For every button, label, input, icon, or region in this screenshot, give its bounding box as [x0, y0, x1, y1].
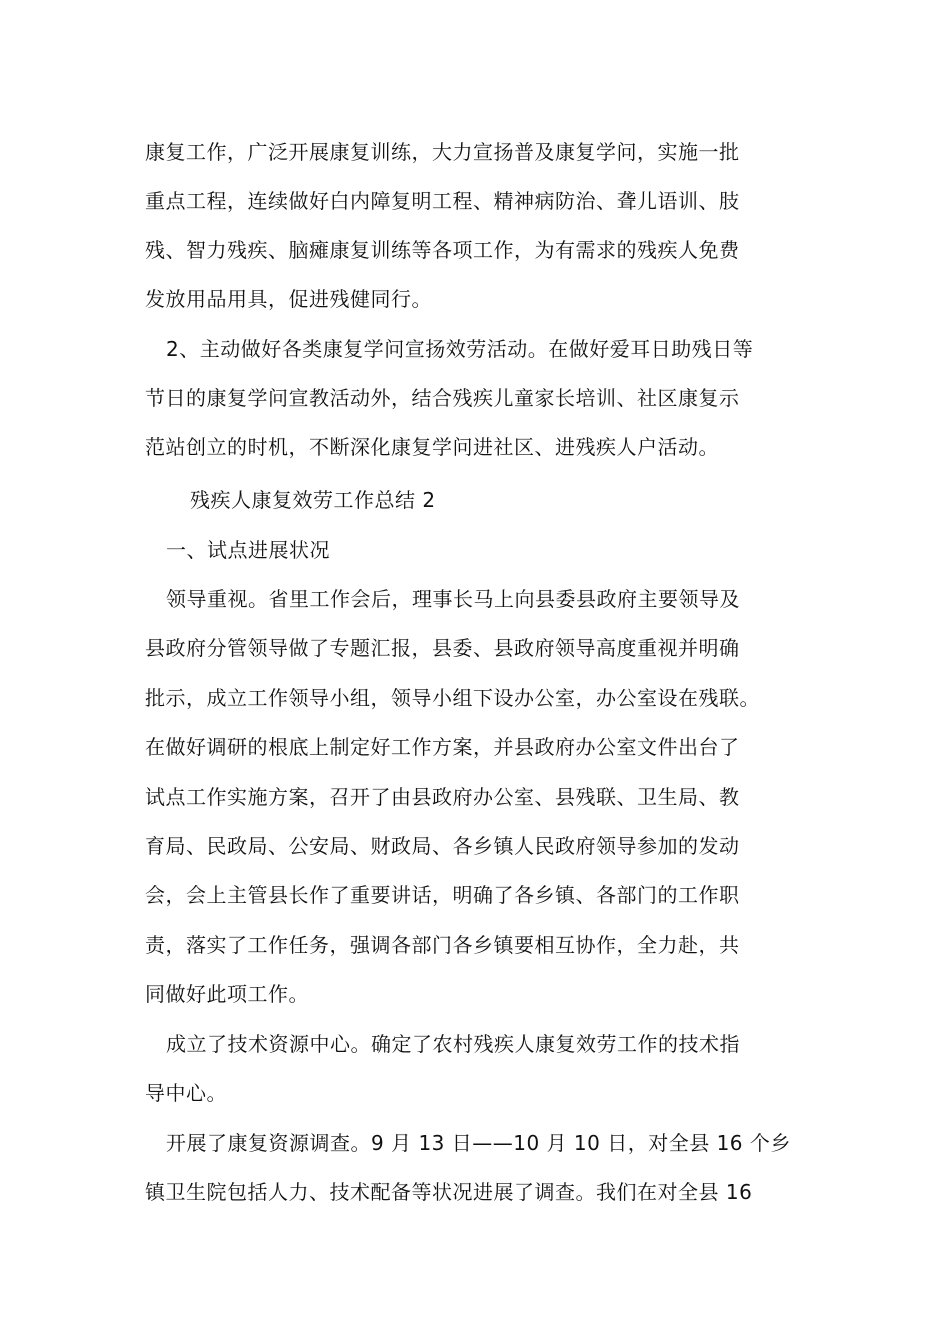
text-line: 同做好此项工作。 [145, 982, 309, 1006]
text-line: 县政府分管领导做了专题汇报，县委、县政府领导高度重视并明确 [145, 636, 740, 660]
text-line: 育局、民政局、公安局、财政局、各乡镇人民政府领导参加的发动 [145, 834, 740, 858]
section-heading: 一、试点进展状况 [166, 538, 330, 562]
text-line: 批示，成立工作领导小组，领导小组下设办公室，办公室设在残联。 [145, 686, 760, 710]
text-line: 成立了技术资源中心。确定了农村残疾人康复效劳工作的技术指 [166, 1032, 740, 1056]
text-line: 责，落实了工作任务，强调各部门各乡镇要相互协作，全力赴，共 [145, 933, 740, 957]
text-line: 试点工作实施方案，召开了由县政府办公室、县残联、卫生局、教 [145, 785, 740, 809]
text-line: 残、智力残疾、脑瘫康复训练等各项工作，为有需求的残疾人免费 [145, 238, 740, 262]
text-line: 会，会上主管县长作了重要讲话，明确了各乡镇、各部门的工作职 [145, 883, 740, 907]
text-line: 重点工程，连续做好白内障复明工程、精神病防治、聋儿语训、肢 [145, 189, 740, 213]
text-line: 范站创立的时机，不断深化康复学问进社区、进残疾人户活动。 [145, 435, 719, 459]
text-line: 康复工作，广泛开展康复训练，大力宣扬普及康复学问，实施一批 [145, 140, 740, 164]
section-title: 残疾人康复效劳工作总结 2 [190, 488, 436, 512]
text-line: 领导重视。省里工作会后，理事长马上向县委县政府主要领导及 [166, 587, 740, 611]
text-line: 导中心。 [145, 1081, 227, 1105]
text-line: 节日的康复学问宣教活动外，结合残疾儿童家长培训、社区康复示 [145, 386, 740, 410]
text-line: 在做好调研的根底上制定好工作方案，并县政府办公室文件出台了 [145, 735, 740, 759]
text-line: 镇卫生院包括人力、技术配备等状况进展了调查。我们在对全县 16 [145, 1180, 753, 1204]
text-line: 开展了康复资源调查。9 月 13 日——10 月 10 日，对全县 16 个乡 [166, 1131, 791, 1155]
text-line: 发放用品用具，促进残健同行。 [145, 287, 432, 311]
text-line: 2、主动做好各类康复学问宣扬效劳活动。在做好爱耳日助残日等 [166, 337, 754, 361]
